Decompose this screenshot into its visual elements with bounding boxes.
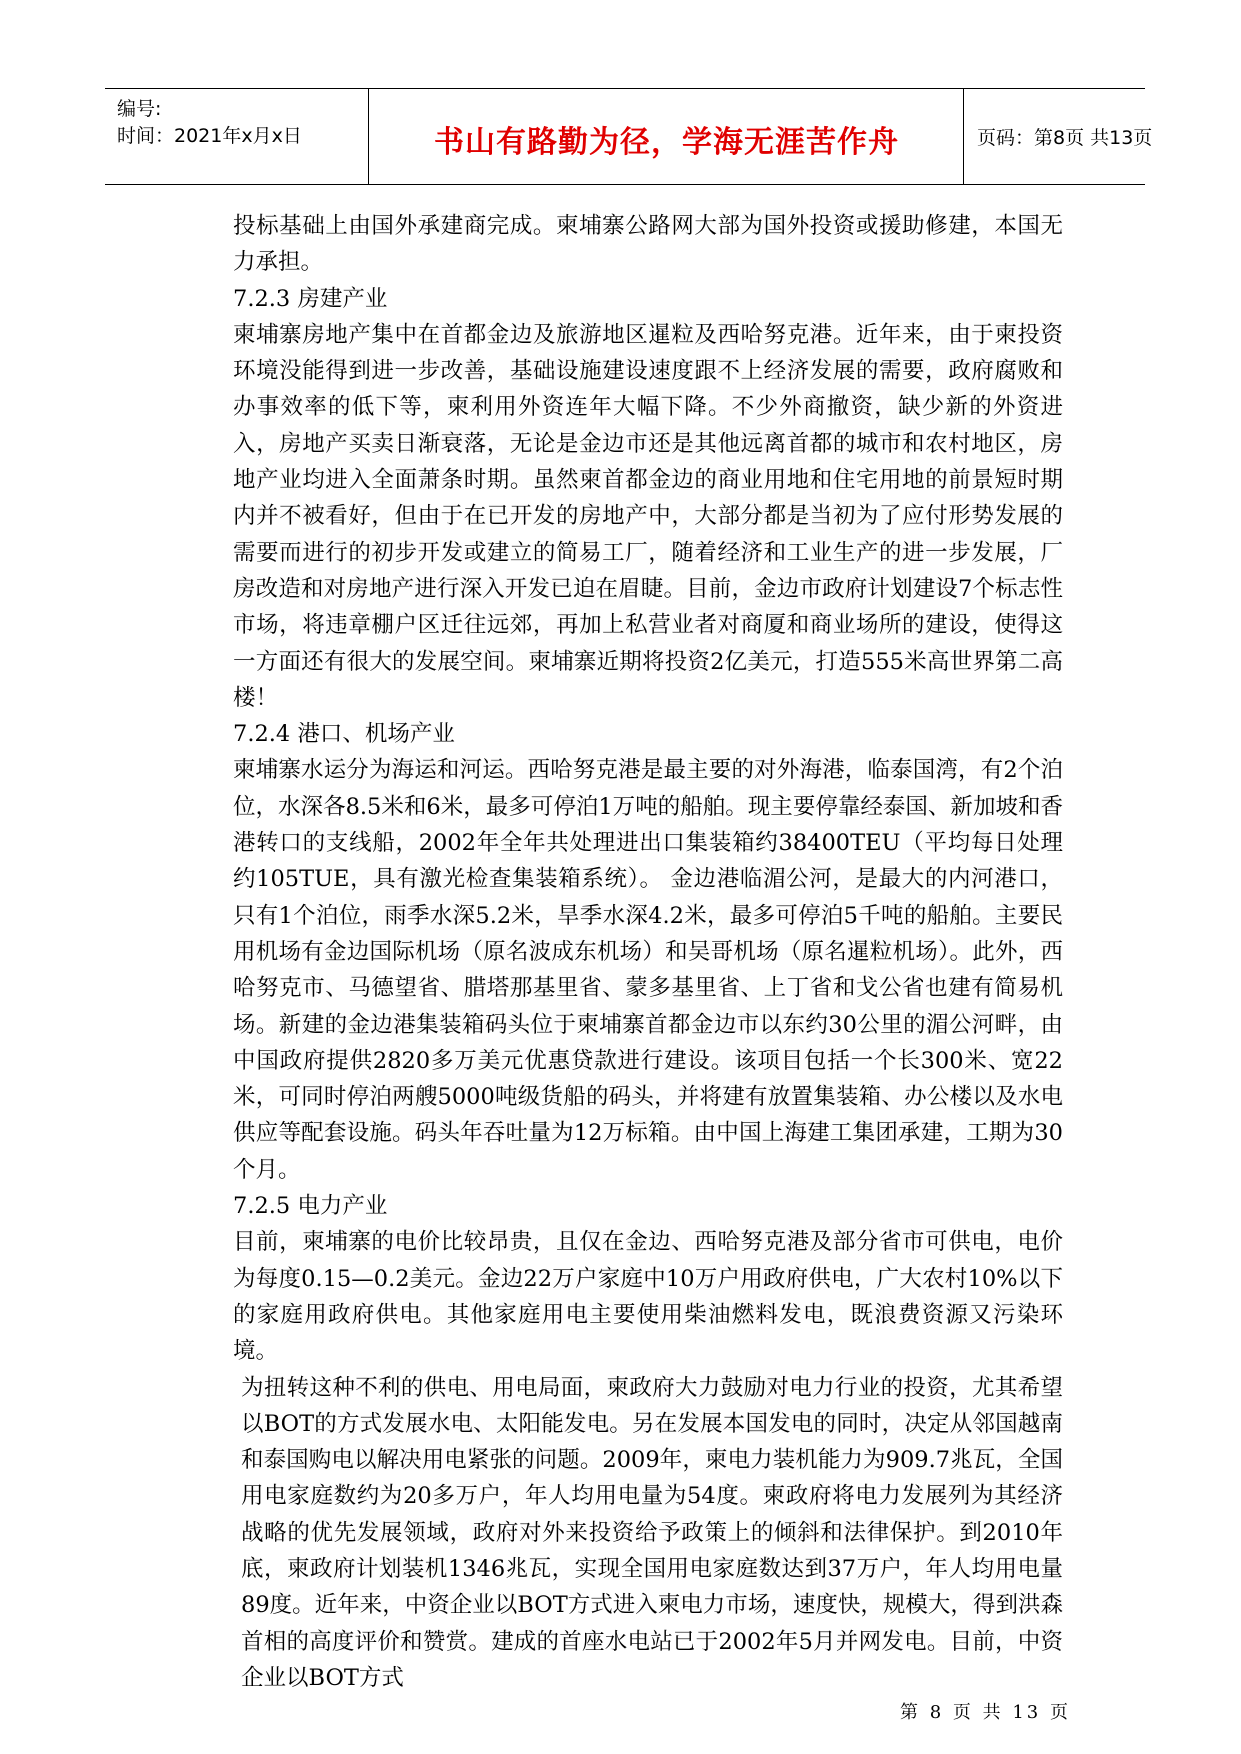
section-heading-7-2-5: 7.2.5 电力产业 bbox=[233, 1193, 388, 1220]
paragraph-electricity-policy: 为扭转这种不利的供电、用电局面，柬政府大力鼓励对电力行业的投资，尤其希望以BOT的方式发展水电、太阳能发电。另在发展本国发电的同时，决定从邻国越南和泰国购电以解决用电紧张的问题。2009年，柬电力装机能力为909.7兆瓦，全国用电家庭数约为20多万户，年人均用电量为54度。柬政府将电力发展列为其经济战略的优先发展领域，政府对外来投资给予政策上的倾斜和法律保护。到2010年底，柬政府计划装机1346兆瓦，实现全国用电家庭数达到37万户，年人均用电量89度。近年来，中资企业以BOT方式进入柬电力市场，速度快，规模大，得到洪森首相的高度评价和赞赏。建成的首座水电站已于2002年5月并网发电。目前，中资企业以BOT方式 bbox=[241, 1374, 1063, 1691]
header-right-cell bbox=[965, 89, 1153, 184]
serial-number-label: 编号: bbox=[117, 98, 162, 120]
document-body bbox=[233, 208, 1063, 1696]
section-heading-7-2-4: 7.2.4 港口、机场产业 bbox=[233, 721, 455, 748]
section-heading-7-2-3: 7.2.3 房建产业 bbox=[233, 285, 388, 312]
paragraph-electricity-price: 目前，柬埔寨的电价比较昂贵，且仅在金边、西哈努克港及部分省市可供电，电价为每度0.15—0.2美元。金边22万户家庭中10万户用政府供电，广大农村10%以下的家庭用政府供电。其他家庭用电主要使用柴油燃料发电，既浪费资源又污染环境。 bbox=[233, 1229, 1063, 1365]
paragraph-ports-airports: 柬埔寨水运分为海运和河运。西哈努克港是最主要的对外海港，临泰国湾，有2个泊位，水深各8.5米和6米，最多可停泊1万吨的船舶。现主要停靠经泰国、新加坡和香港转口的支线船，2002年全年共处理进出口集装箱约38400TEU（平均每日处理约105TUE，具有激光检查集装箱系统）。 金边港临湄公河，是最大的内河港口，只有1个泊位，雨季水深5.2米，旱季水深4.2米，最多可停泊5千吨的船舶。主要民用机场有金边国际机场（原名波成东机场）和吴哥机场（原名暹粒机场）。此外，西哈努克市、马德望省、腊塔那基里省、蒙多基里省、上丁省和戈公省也建有简易机场。新建的金边港集装箱码头位于柬埔寨首都金边市以东约30公里的湄公河畔，由中国政府提供2820多万美元优惠贷款进行建设。该项目包括一个长300米、宽22米，可同时停泊两艘5000吨级货船的码头，并将建有放置集装箱、办公楼以及水电供应等配套设施。码头年吞吐量为12万标箱。由中国上海建工集团承建，工期为30个月。 bbox=[233, 757, 1063, 1183]
header-motto: 书山有路勤为径，学海无涯苦作舟 bbox=[434, 125, 899, 160]
page-footer-number: 第 8 页 共 13 页 bbox=[900, 1702, 1071, 1723]
paragraph-continuation: 投标基础上由国外承建商完成。柬埔寨公路网大部为国外投资或援助修建，本国无力承担。 bbox=[233, 213, 1063, 276]
header-left-cell bbox=[105, 89, 369, 184]
header-page-code: 页码：第8页 共13页 bbox=[977, 127, 1153, 149]
header-middle-cell bbox=[370, 89, 964, 184]
time-label: 时间：2021年x月x日 bbox=[117, 125, 302, 147]
page-header bbox=[105, 88, 1153, 185]
paragraph-real-estate: 柬埔寨房地产集中在首都金边及旅游地区暹粒及西哈努克港。近年来，由于柬投资环境没能得到进一步改善，基础设施建设速度跟不上经济发展的需要，政府腐败和办事效率的低下等，柬利用外资连年大幅下降。不少外商撤资，缺少新的外资进入，房地产买卖日渐衰落，无论是金边市还是其他远离首都的城市和农村地区，房地产业均进入全面萧条时期。虽然柬首都金边的商业用地和住宅用地的前景短时期内并不被看好，但由于在已开发的房地产中，大部分都是当初为了应付形势发展的需要而进行的初步开发或建立的简易工厂，随着经济和工业生产的进一步发展，厂房改造和对房地产进行深入开发已迫在眉睫。目前，金边市政府计划建设7个标志性市场，将违章棚户区迁往远郊，再加上私营业者对商厦和商业场所的建设，使得这一方面还有很大的发展空间。柬埔寨近期将投资2亿美元，打造555米高世界第二高楼！ bbox=[233, 321, 1063, 711]
